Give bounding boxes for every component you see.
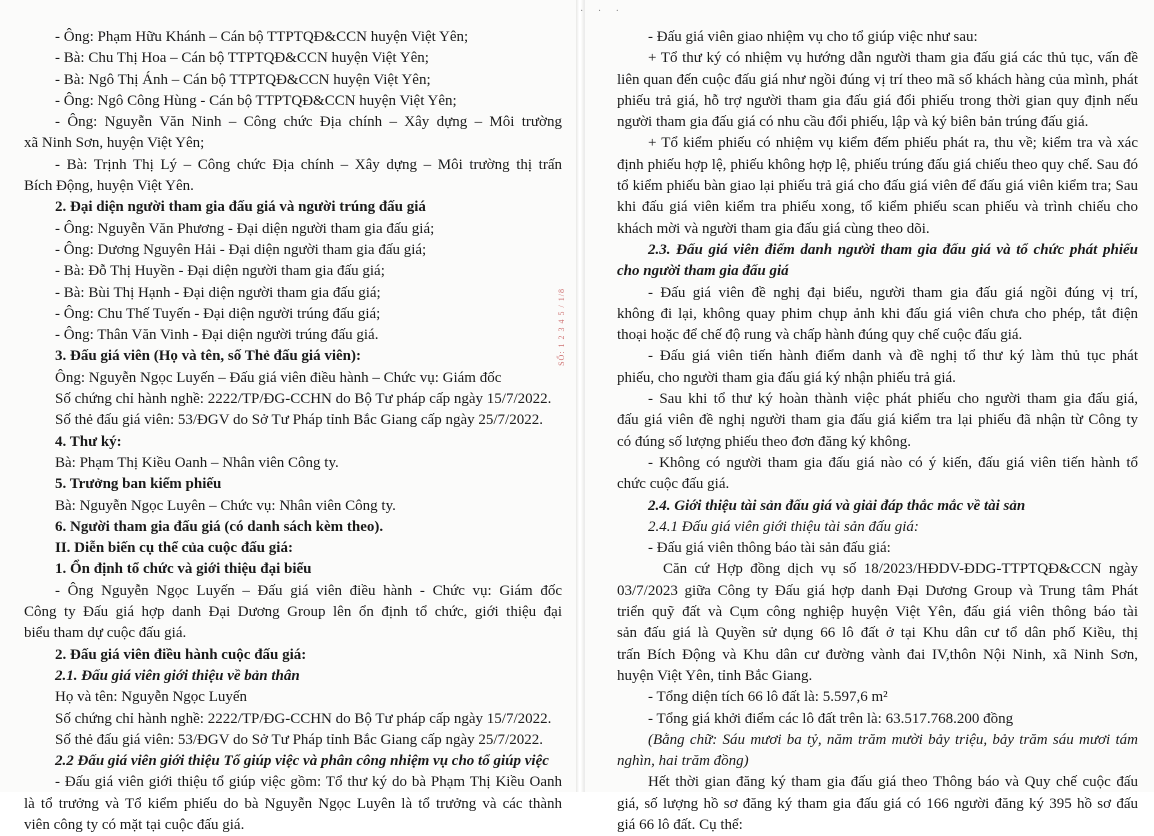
text-line: Họ và tên: Nguyễn Ngọc Luyến (55, 689, 248, 706)
text-line: giá 66 lô đất. Cụ thể: (617, 816, 743, 833)
text-line: xã Ninh Sơn, huyện Việt Yên; (24, 135, 205, 152)
text-line: - Sau khi tổ thư ký hoàn thành việc phát phiếu cho người tham gia đấu giá, (648, 391, 1138, 408)
text-line: 2.4.1 Đấu giá viên giới thiệu tài sản đấu giá: (648, 518, 919, 535)
text-line: phiếu trả giá, hỗ trợ người tham gia đấu giá đổi phiếu trong thời gian quy định nếu (617, 92, 1138, 109)
text-line: giá, số lượng hồ sơ đăng ký tham gia đấu giá có 166 người đăng ký 395 hồ sơ đấu (617, 795, 1138, 812)
margin-stamp: SỐ: 1 2 3 4 5 / 1/8 (557, 288, 566, 366)
text-line: cho người tham gia đấu giá (617, 263, 789, 280)
text-line: Bà: Nguyễn Ngọc Luyên – Chức vụ: Nhân viên Công ty. (55, 497, 396, 514)
text-line: Bích Động, huyện Việt Yên. (24, 178, 194, 195)
text-line: liên quan đến cuộc đấu giá như ngồi đúng vị trí theo mã số khách hàng của mình, phát (617, 71, 1138, 88)
text-line: Số chứng chỉ hành nghề: 2222/TP/ĐG-CCHN do Bộ Tư pháp cấp ngày 15/7/2022. (55, 391, 552, 408)
text-line: - Tổng diện tích 66 lô đất là: 5.597,6 m² (648, 689, 888, 706)
text-line: - Đấu giá viên thông báo tài sản đấu giá: (648, 540, 891, 557)
text-line: - Không có người tham gia đấu giá nào có ý kiến, đấu giá viên tiến hành tổ (648, 454, 1138, 471)
text-line: thoại hoặc để chế độ rung và chấp hành đúng quy chế cuộc đấu giá. (617, 327, 1023, 344)
text-line: - Ông Nguyễn Ngọc Luyến – Đấu giá viên điều hành - Chức vụ: Giám đốc (55, 582, 562, 599)
text-line: 03/7/2023 giữa Công ty Đấu giá hợp danh Đại Dương Group và Trung tâm Phát (617, 582, 1138, 599)
text-line: định phiếu hợp lệ, phiếu không hợp lệ, phiếu trúng đấu giá chiếu theo quy chế. Sau đó (617, 156, 1138, 173)
text-line: - Ông: Chu Thế Tuyến - Đại diện người trúng đấu giá; (55, 305, 381, 322)
text-line: Ông: Nguyễn Ngọc Luyến – Đấu giá viên điều hành – Chức vụ: Giám đốc (55, 369, 502, 386)
text-line: + Tổ kiểm phiếu có nhiệm vụ kiểm đếm phiếu phát ra, thu về; kiểm tra và xác (648, 135, 1138, 152)
text-line: 3. Đấu giá viên (Họ và tên, số Thẻ đấu giá viên): (55, 348, 361, 365)
text-line: - Ông: Dương Nguyên Hải - Đại diện người tham gia đấu giá; (55, 241, 427, 258)
text-line: sản đấu giá là Quyền sử dụng 66 lô đất ở tại Khu dân cư tổ dân phố Kiều, thị (617, 625, 1138, 642)
page-gutter (576, 0, 584, 792)
text-line: có đúng số lượng phiếu theo đơn đăng ký không. (617, 433, 911, 450)
text-line: - Ông: Nguyễn Văn Ninh – Công chức Địa chính – Xây dựng – Môi trường (55, 114, 562, 131)
text-line: biểu tham dự cuộc đấu giá. (24, 625, 187, 642)
text-line: viên công ty có mặt tại cuộc đấu giá. (24, 816, 245, 833)
text-line: Số thẻ đấu giá viên: 53/ĐGV do Sở Tư Pháp tỉnh Bắc Giang cấp ngày 25/7/2022. (55, 731, 543, 748)
text-line: - Đấu giá viên giao nhiệm vụ cho tổ giúp việc như sau: (648, 29, 978, 45)
text-line: Công ty Đấu giá hợp danh Đại Dương Group lên ổn định tổ chức, giới thiệu đại (24, 604, 562, 621)
text-line: Bà: Phạm Thị Kiều Oanh – Nhân viên Công ty. (55, 454, 339, 471)
text-line: chức cuộc đấu giá. (617, 476, 730, 493)
text-line: phiếu, cho người tham gia đấu giá ký nhận phiếu trả giá. (617, 369, 956, 386)
text-line: II. Diễn biến cụ thể của cuộc đấu giá: (55, 540, 293, 557)
text-line: 2. Đại diện người tham gia đấu giá và người trúng đấu giá (55, 199, 426, 216)
text-line: - Đấu giá viên giới thiệu tổ giúp việc gồm: Tổ thư ký do bà Phạm Thị Kiều Oanh (55, 774, 562, 791)
text-line: - Tổng giá khởi điểm các lô đất trên là: 63.517.768.200 đồng (648, 710, 1014, 727)
text-line: - Ông: Thân Văn Vinh - Đại diện người trúng đấu giá. (55, 327, 379, 344)
text-line: 2.3. Đấu giá viên điểm danh người tham gia đấu giá và tổ chức phát phiếu (648, 241, 1138, 258)
text-line: không đi lại, không quay phim chụp ảnh khi đấu giá viên chưa cho phép, tắt điện (617, 305, 1138, 322)
text-line: trấn Bích Động và Khu dân cư đường vành đai IV,thôn Nội Ninh, xã Ninh Sơn, (617, 646, 1138, 663)
text-line: 4. Thư ký: (55, 433, 122, 450)
text-line: - Bà: Ngô Thị Ánh – Cán bộ TTPTQĐ&CCN huyện Việt Yên; (55, 71, 431, 88)
text-line: tổ kiểm phiếu bàn giao lại phiếu trả giá cho đấu giá viên để đấu giá viên kiểm tra; Sau (617, 178, 1138, 195)
text-line: - Bà: Chu Thị Hoa – Cán bộ TTPTQĐ&CCN huyện Việt Yên; (55, 50, 429, 67)
text-line: khách mời và người tham gia đấu giá cùng theo dõi. (617, 220, 930, 237)
text-line: là tổ trưởng và Tổ kiểm phiếu do bà Nguyễn Ngọc Luyên là tổ trưởng và các thành (24, 795, 562, 812)
text-line: 6. Người tham gia đấu giá (có danh sách kèm theo). (55, 518, 384, 535)
text-line: triển quỹ đất và Cụm công nghiệp huyện Việt Yên, đấu giá viên thông báo tài (617, 604, 1138, 621)
text-line: - Bà: Bùi Thị Hạnh - Đại diện người tham gia đấu giá; (55, 284, 381, 301)
text-line: Số chứng chỉ hành nghề: 2222/TP/ĐG-CCHN do Bộ Tư pháp cấp ngày 15/7/2022. (55, 710, 552, 727)
text-line: - Ông: Phạm Hữu Khánh – Cán bộ TTPTQĐ&CCN huyện Việt Yên; (55, 29, 469, 45)
text-line: Hết thời gian đăng ký tham gia đấu giá theo Thông báo và Quy chế cuộc đấu (648, 774, 1138, 791)
text-line: + Tổ thư ký có nhiệm vụ hướng dẫn người tham gia đấu giá các thủ tục, vấn đề (648, 50, 1138, 67)
text-line: 5. Trưởng ban kiểm phiếu (55, 476, 222, 493)
text-line: - Bà: Đỗ Thị Huyền - Đại diện người tham gia đấu giá; (55, 263, 385, 280)
text-line: - Bà: Trịnh Thị Lý – Công chức Địa chính – Xây dựng – Môi trường thị trấn (55, 156, 562, 173)
text-line: 2. Đấu giá viên điều hành cuộc đấu giá: (55, 646, 307, 663)
text-line: - Đấu giá viên tiến hành điểm danh và đề nghị tổ thư ký làm thủ tục phát (648, 348, 1138, 365)
scan-artifact-dots: · · · (580, 6, 625, 17)
text-line: - Ông: Ngô Công Hùng - Cán bộ TTPTQĐ&CCN huyện Việt Yên; (55, 92, 457, 109)
text-line: người tham gia đấu giá có nhu cầu đổi phiếu, lập và ký biên bản trúng đấu giá. (617, 114, 1089, 131)
text-line: (Bằng chữ: Sáu mươi ba tỷ, năm trăm mười bảy triệu, bảy trăm sáu mươi tám (648, 731, 1138, 748)
text-line: - Ông: Nguyễn Văn Phương - Đại diện người tham gia đấu giá; (55, 220, 435, 237)
text-line: nghìn, hai trăm đồng) (617, 753, 749, 770)
text-line: đấu giá viên đề nghị người tham gia đấu giá kiểm tra lại phiếu đã nhận từ Công ty (617, 412, 1138, 429)
text-line: Căn cứ Hợp đồng dịch vụ số 18/2023/HĐDV-ĐDG-TTPTQĐ&CCN ngày (663, 561, 1138, 578)
text-line: 1. Ổn định tổ chức và giới thiệu đại biểu (55, 561, 312, 578)
text-line: huyện Việt Yên, tỉnh Bắc Giang. (617, 667, 813, 684)
text-line: 2.2 Đấu giá viên giới thiệu Tổ giúp việc và phân công nhiệm vụ cho tổ giúp việc (55, 753, 549, 770)
text-line: khi đấu giá viên kiểm tra phiếu xong, tổ kiểm phiếu scan phiếu và trình chiếu cho (617, 199, 1138, 216)
text-line: 2.1. Đấu giá viên giới thiệu về bản thân (55, 667, 300, 684)
right-document-page (584, 0, 1154, 833)
text-line: Số thẻ đấu giá viên: 53/ĐGV do Sở Tư Pháp tỉnh Bắc Giang cấp ngày 25/7/2022. (55, 412, 543, 429)
text-line: 2.4. Giới thiệu tài sản đấu giá và giải đáp thắc mắc về tài sản (648, 497, 1026, 514)
text-line: - Đấu giá viên đề nghị đại biểu, người tham gia đấu giá ngồi đúng vị trí, (648, 284, 1138, 301)
left-document-page (0, 0, 576, 833)
